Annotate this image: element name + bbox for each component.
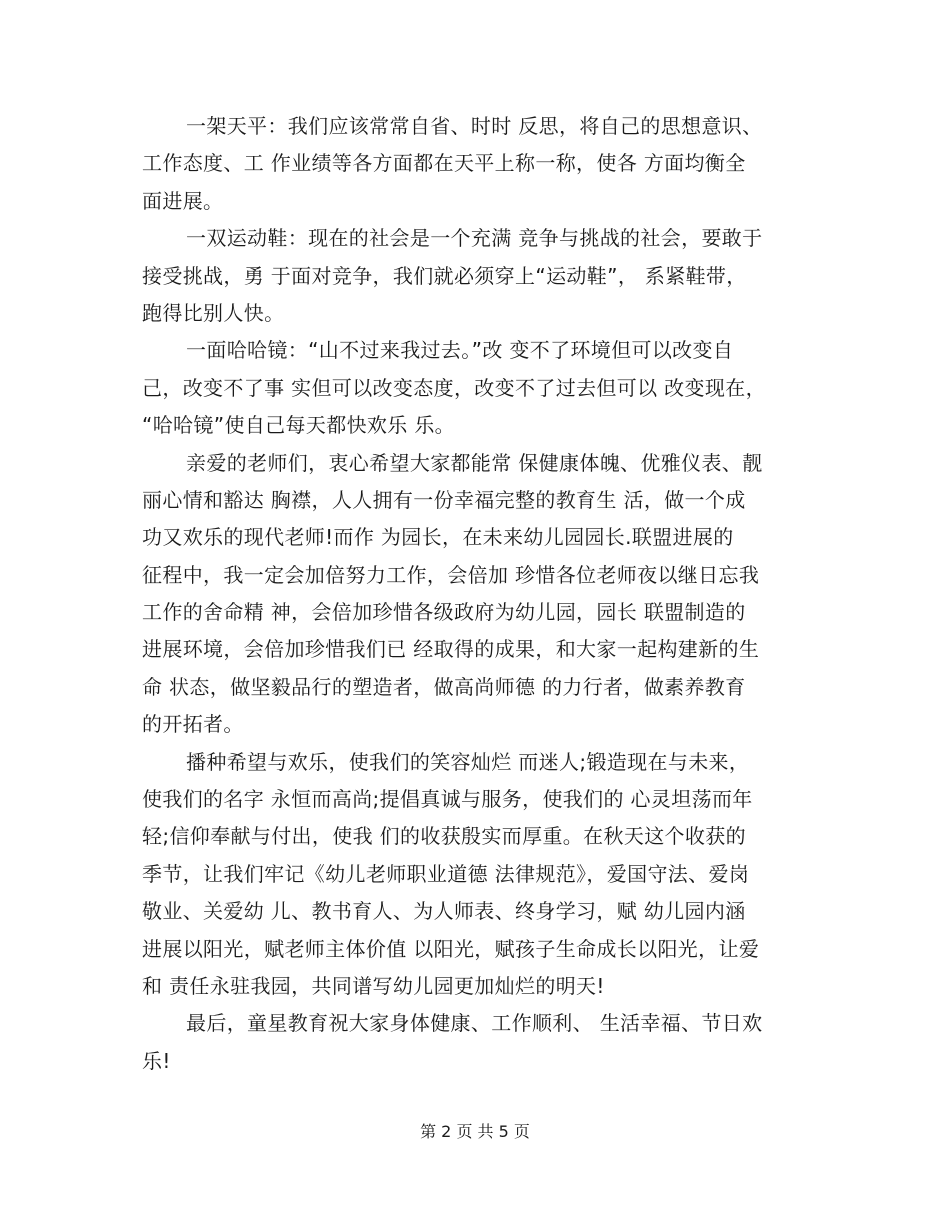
paragraph-sneakers [142, 220, 810, 332]
text-line: 己，改变不了事 实但可以改变态度，改变不了过去但可以 改变现在， [142, 375, 766, 400]
text-line: 一双运动鞋：现在的社会是一个充满 竞争与挑战的社会，要敢于 [186, 226, 763, 251]
text-line: 进展以阳光，赋老师主体价值 以阳光，赋孩子生命成长以阳光，让爱 [142, 936, 760, 961]
text-line: 一架天平：我们应该常常自省、时时 反思，将自己的思想意识、 [186, 114, 763, 138]
text-line: 播种希望与欢乐，使我们的笑容灿烂 而迷人;锻造现在与未来， [186, 749, 750, 774]
text-line: 丽心情和豁达 胸襟，人人拥有一份幸福完整的教育生 活，做一个成 [142, 487, 746, 512]
text-line: 面进展。 [142, 188, 224, 213]
text-line: 一面哈哈镜：“山不过来我过去。”改 变不了环境但可以改变自 [186, 338, 734, 363]
text-line: 亲爱的老师们，衷心希望大家都能常 保健康体魄、优雅仪表、靓 [186, 450, 763, 475]
text-line: 敬业、关爱幼 儿、教书育人、为人师表、终身学习，赋 幼儿园内涵 [142, 899, 746, 924]
paragraph-dear-teachers [142, 445, 810, 744]
text-line: 征程中，我一定会加倍努力工作，会倍加 珍惜各位老师夜以继日忘我 [142, 562, 760, 587]
text-line: 和 责任永驻我园，共同谱写幼儿园更加灿烂的明天! [142, 973, 605, 998]
paragraph-closing [142, 1005, 810, 1080]
text-line: 季节，让我们牢记《幼儿老师职业道德 法律规范》，爱国守法、爱岗 [142, 861, 750, 886]
text-line: 工作态度、工 作业绩等各方面都在天平上称一称，使各 方面均衡全 [142, 151, 746, 176]
text-line: 功又欢乐的现代老师!而作 为园长，在未来幼儿园园长.联盟进展的 [142, 525, 734, 550]
document-body [142, 108, 810, 1080]
page-number-footer: 第 2 页 共 5 页 [420, 1122, 530, 1141]
paragraph-balance [142, 108, 810, 220]
text-line: 命 状态，做坚毅品行的塑造者，做高尚师德 的力行者，做素养教育 [142, 674, 746, 699]
text-line: 轻;信仰奉献与付出，使我 们的收获殷实而厚重。在秋天这个收获的 [142, 824, 746, 849]
text-line: 进展环境，会倍加珍惜我们已 经取得的成果，和大家一起构建新的生 [142, 637, 760, 662]
text-line: 工作的舍命精 神，会倍加珍惜各级政府为幼儿园，园长 联盟制造的 [142, 600, 746, 625]
text-line: 使我们的名字 永恒而高尚;提倡真诚与服务，使我们的 心灵坦荡而年 [142, 787, 753, 812]
paragraph-sow-hope [142, 744, 810, 1006]
text-line: 接受挑战，勇 于面对竞争，我们就必须穿上“运动鞋”， 系紧鞋带， [142, 263, 747, 288]
text-line: 乐! [142, 1048, 171, 1073]
text-line: 跑得比别人快。 [142, 300, 285, 325]
paragraph-funhouse-mirror [142, 332, 810, 444]
text-line: 最后，童星教育祝大家身体健康、工作顺利、 生活幸福、节日欢 [186, 1011, 763, 1036]
text-line: 的开拓者。 [142, 712, 244, 737]
text-line: “哈哈镜”使自己每天都快欢乐 乐。 [142, 413, 456, 438]
